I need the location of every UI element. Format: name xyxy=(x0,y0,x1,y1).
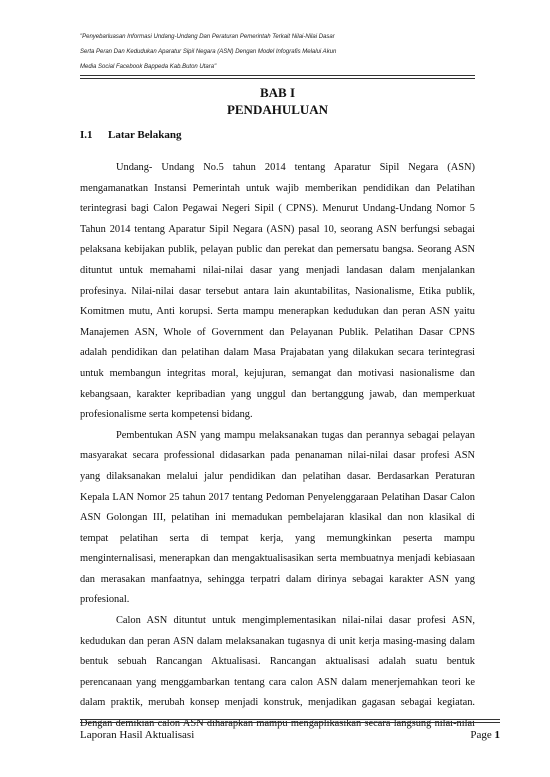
footer-title: Laporan Hasil Aktualisasi xyxy=(80,729,195,741)
text-line: Undang- Undang No.5 tahun 2014 tentang Aparatur Sipil Negara (ASN) xyxy=(116,162,475,173)
text-line: dituntut untuk memahami nilai-nilai dasar yang menjadi landasan dalam menjalankan xyxy=(80,264,475,276)
footer-divider-thin xyxy=(80,719,500,720)
text-line: pelaksana kebijakan publik, pelayan public dan perekat dan pemersatu bangsa. Seorang ASN xyxy=(80,244,475,256)
header-divider-thin xyxy=(80,78,475,79)
text-line: menginternalisasi, menerapkan dan mengaktualisasikan serta membuatnya menjadi kebiasaan xyxy=(80,553,475,565)
chapter-heading xyxy=(80,84,475,118)
text-line: bentuk sebuah Rancangan Aktualisasi. Rancangan aktualisasi adalah suatu bentuk xyxy=(80,656,475,668)
text-line: untuk membangun integritas moral, kejujuran, semangat dan motivasi nasionalisme dan xyxy=(80,367,475,379)
running-header xyxy=(80,30,480,75)
chapter-label: BAB I xyxy=(259,85,296,100)
chapter-title: PENDAHULUAN xyxy=(226,102,329,117)
section-heading xyxy=(80,128,475,142)
text-line: ASN Golongan III, pelatihan ini memadukan pembelajaran klasikal dan non klasikal di xyxy=(80,512,475,524)
page-number-value: 1 xyxy=(494,729,500,741)
section-number: I.1 xyxy=(80,129,93,141)
text-line: kedudukan dan peran ASN dalam melaksanakan tugasnya di unit kerja masing-masing dalam xyxy=(80,635,475,647)
text-line: Dengan demikian calon ASN diharapkan mampu mengaplikasikan secara langsung nilai-nilai xyxy=(80,718,475,730)
header-line: Serta Peran Dan Kedudukan Aparatur Sipil Negara (ASN) Dengan Model Infografis Melalui Akun xyxy=(80,49,337,55)
text-line: perencanaan yang menggambarkan tentang cara calon ASN dalam menerjemahkan teori ke xyxy=(80,676,475,688)
text-line: kebangsaan, karakter kepribadian yang unggul dan bertanggung jawab, dan memperkuat xyxy=(80,388,475,400)
text-line: Tahun 2014 tentang Aparatur Sipil Negara (ASN) pasal 10, seorang ASN berfungsi sebagai xyxy=(80,223,475,235)
text-line: Komitmen mutu, Anti korupsi. Serta mampu menerapkan kedudukan dan peran ASN yaitu xyxy=(80,306,475,318)
text-line: terintegrasi bagi Calon Pegawai Negeri Sipil ( CPNS). Menurut Undang-Undang Nomor 5 xyxy=(80,203,475,215)
text-line: Kepala LAN Nomor 25 tahun 2017 tentang Pedoman Penyelenggaraan Pelatihan Dasar Calon xyxy=(80,491,475,503)
footer-divider xyxy=(80,722,500,723)
text-line: profesinya. Nilai-nilai dasar tersebut antara lain akuntabilitas, Nasionalisme, Etika publik, xyxy=(80,285,475,297)
text-line: dan merasakan manfaatnya, sehingga terpatri dalam dirinya sebagai karakter ASN yang xyxy=(80,573,475,585)
text-line: adalah pendidikan dan pelatihan dalam Masa Prajabatan yang dilakukan secara terintegrasi xyxy=(80,347,475,359)
text-line: Pembentukan ASN yang mampu melaksanakan tugas dan perannya sebagai pelayan xyxy=(116,429,475,441)
text-line: yang dilaksanakan melalui jalur pendidikan dan pelatihan dasar. Berdasarkan Peraturan xyxy=(80,470,475,482)
text-line: Manajemen ASN, Whole of Government dan Pelayanan Publik. Pelatihan Dasar CPNS xyxy=(80,326,475,338)
header-divider xyxy=(80,75,475,76)
page-label: Page xyxy=(470,729,492,741)
text-line: Calon ASN dituntut untuk mengimplementasikan nilai-nilai dasar profesi ASN, xyxy=(116,615,475,627)
text-line: tempat pelatihan serta di tempat kerja, yang memungkinkan peserta mampu xyxy=(80,532,475,544)
section-title: Latar Belakang xyxy=(108,129,182,141)
body-text xyxy=(80,158,475,735)
text-line: profesionalisme serta kompetensi bidang. xyxy=(80,409,253,421)
text-line: dalam praktik, merubah konsep menjadi konstruk, menjadikan gagasan sebagai kegiatan. xyxy=(80,697,475,709)
running-footer xyxy=(80,728,500,742)
text-line: profesional. xyxy=(80,594,130,606)
page-number xyxy=(470,728,500,742)
header-line: Media Social Facebook Bappeda Kab.Buton Utara" xyxy=(80,64,217,70)
text-line: masyarakat secara professional didasarkan pada penanaman nilai-nilai dasar profesi ASN xyxy=(80,450,475,462)
text-line: mengamanatkan Instansi Pemerintah untuk wajib memberikan pendidikan dan Pelatihan xyxy=(80,182,475,194)
header-line: "Penyebarluasan Informasi Undang-Undang Dan Peraturan Pemerintah Terkait Nilai-Nilai Dasar xyxy=(80,34,335,40)
